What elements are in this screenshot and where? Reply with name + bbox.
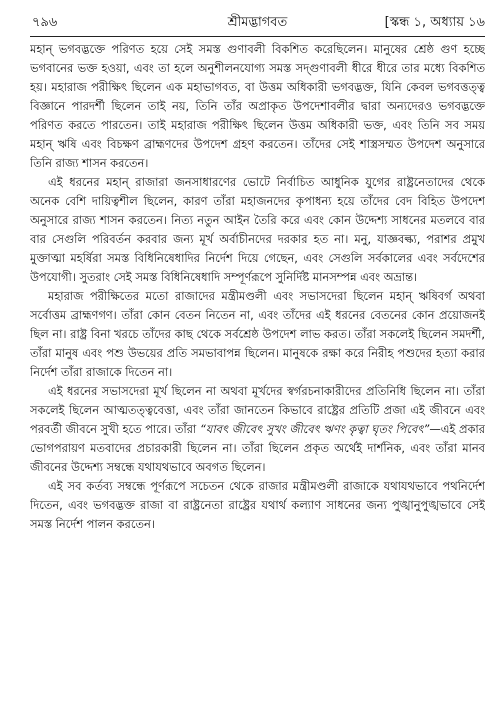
paragraph: এই সব কর্তব্য সম্বন্ধে পূর্ণরূপে সচেতন থেকে রাজার মন্ত্রীমণ্ডলী রাজাকে যথাযথভাবে পথনির্দেশ দিতেন, এবং ভগবদ্ভক্ত রাজা বা রাষ্ট্রনেতা রাষ্ট্রের যথার্থ কল্যাণ সাধনের জন্য পুঙ্খানুপুঙ্খভাবে সেই সমস্ত নির্দেশ পালন করতেন। [30,479,485,531]
page-header [30,10,485,36]
paragraph: মহান্ ভগবদ্ভক্তে পরিণত হয়ে সেই সমস্ত গুণাবলী বিকশিত করেছিলেন। মানুষের শ্রেষ্ঠ গুণ হচ্ছে ভগবানের ভক্ত হওয়া, এবং তা হলে অনুশীলনযোগ্য সমস্ত সদ্‌গুণাবলী ধীরে ধীরে তার মধ্যে বিকশিত হয়। মহারাজ পরীক্ষিৎ ছিলেন এক মহাভাগবত, বা উত্তম অধিকারী ভগবদ্ভক্ত, যিনি কেবল ভগবত্তত্ত্ব বিজ্ঞানে পারদর্শী ছিলেন তাই নয়, তিনি তাঁর অপ্রাকৃত উপদেশাবলীর দ্বারা অন্যদেরও ভগবদ্ভক্তে পরিণত করতে পারতেন। তাই মহারাজ পরীক্ষিৎ ছিলেন উত্তম অধিকারী ভক্ত, এবং তিনি সব সময় মহান্ ঋষি এবং বিচক্ষণ ব্রাহ্মণদের উপদেশ গ্রহণ করতেন। তাঁদের সেই শাস্ত্রসম্মত উপদেশ অনুসারে তিনি রাজ্য শাসন করতেন। [30,42,485,170]
paragraph: মহারাজ পরীক্ষিতের মতো রাজাদের মন্ত্রীমণ্ডলী এবং সভাসদেরা ছিলেন মহান্ ঋষিবর্গ অথবা সর্বোত্তম ব্রাহ্মণগণ। তাঁরা কোন বেতন নিতেন না, এবং তাঁদের এই ধরনের বেতনের কোন প্রয়োজনই ছিল না। রাষ্ট্র বিনা খরচে তাঁদের কাছ থেকে সর্বশ্রেষ্ঠ উপদেশ লাভ করত। তাঁরা সকলেই ছিলেন সমদর্শী, তাঁরা মানুষ এবং পশু উভয়ের প্রতি সমভাবাপন্ন ছিলেন। মানুষকে রক্ষা করে নিরীহ পশুদের হত্যা করার নির্দেশ তাঁরা রাজাকে দিতেন না। [30,289,485,379]
page-number: ৭৯৬ [32,15,58,30]
header-rule [30,36,485,37]
book-title: শ্রীমদ্ভাগবত [227,15,288,30]
paragraph: এই ধরনের মহান্ রাজারা জনসাধারণের ভোটে নির্বাচিত আধুনিক যুগের রাষ্ট্রনেতাদের থেকে অনেক বেশি দায়িত্বশীল ছিলেন, কারণ তাঁরা মহাজনদের কৃপাধন্য হয়ে তাঁদের বেদ বিহিত উপদেশ অনুসারে রাজ্য শাসন করতেন। নিত্য নতুন আইন তৈরি করে এবং কোন উদ্দেশ্য সাধনের মতলবে বার বার সেগুলি পরিবর্তন করবার জন্য মূর্খ অর্বাচীনদের দরকার হত না। মনু, যাজ্ঞবল্ক্য, পরাশর প্রমুখ মুক্তাত্মা মহর্ষিরা সমস্ত বিধিনিষেধাদির নির্দেশ দিয়ে গেছেন, এবং সেগুলি সর্বকালের এবং সর্বদেশের উপযোগী। সুতরাং সেই সমস্ত বিধিনিষেধাদি সম্পূর্ণরূপে সুনির্দিষ্ট মানসম্পন্ন এবং অভ্রান্ত। [30,175,485,284]
page-body [30,40,485,699]
paragraph [30,382,485,477]
canto-chapter-label: [স্কন্ধ ১, অধ্যায় ১৬ [384,15,485,30]
paragraph-text: এই ধরনের সভাসদেরা মূর্খ ছিলেন না অথবা মূর্খদের স্বর্গরচনাকারীদের প্রতিনিধি ছিলেন না। তাঁরা সকলেই ছিলেন আত্মতত্ত্ববেত্তা, এবং তাঁরা জানতেন কিভাবে রাষ্ট্রের প্রতিটি প্রজা এই জীবনে এবং পরবর্তী জীবনে সুখী হতে পারে। তাঁরা [30,384,485,436]
paragraph-text: —এই প্রকার ভোগপরায়ণ মতবাদের প্রচারকারী ছিলেন না। তাঁরা ছিলেন প্রকৃত অর্থেই দার্শনিক, এবং তাঁরা মানব জীবনের উদ্দেশ্য সম্বন্ধে যথাযথভাবে অবগত ছিলেন। [30,422,485,474]
sanskrit-quote: “যাবৎ জীবেৎ সুখং জীবেৎ ঋণং কৃত্বা ঘৃতং পিবেৎ” [199,422,430,436]
